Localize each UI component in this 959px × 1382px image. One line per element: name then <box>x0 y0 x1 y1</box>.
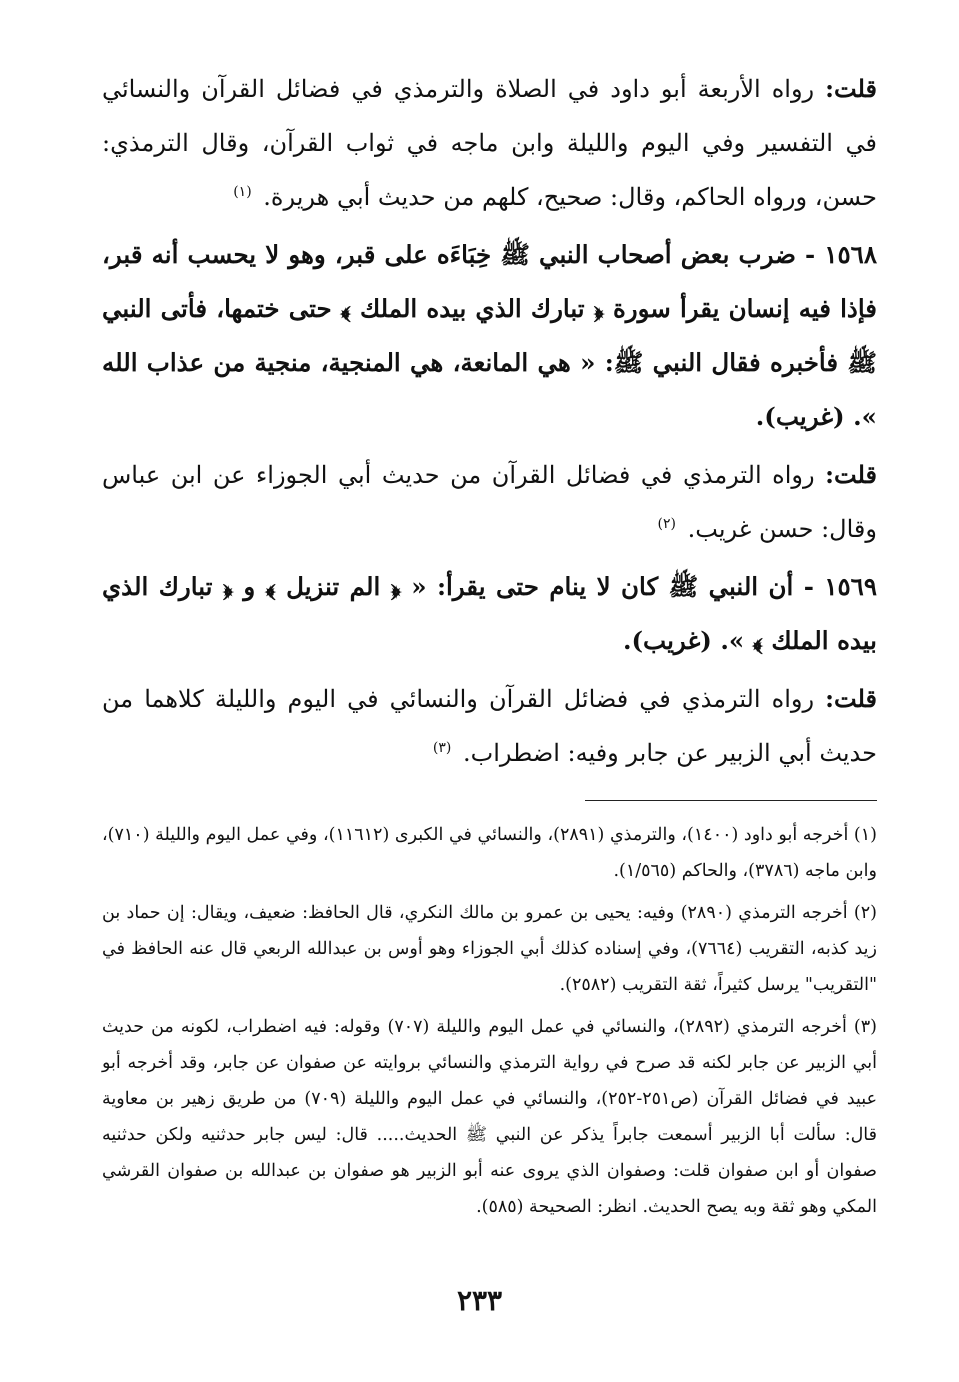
footnote-ref[interactable]: (١) <box>233 184 252 200</box>
hadith-text: ١٥٦٨ - ضرب بعض أصحاب النبي ﷺ خِبَاءَه على قبر، وهو لا يحسب أنه قبر، فإذا فيه إنسان يقرأ سورة ﴿ تبارك الذي بيده الملك ﴾ حتى ختمها، فأتى النبي ﷺ فأخبره فقال النبي ﷺ: « هي المانعة، هي المنجية، منجية من عذاب الله ». (غريب). <box>102 240 877 431</box>
commentary-paragraph-3 <box>102 672 877 780</box>
page-number: ٢٣٣ <box>456 1284 503 1317</box>
footnote-ref[interactable]: (٣) <box>432 740 452 756</box>
commentary-label: قلت: <box>825 684 877 713</box>
commentary-paragraph-1 <box>102 62 877 224</box>
footnote-2: (٢) أخرجه الترمذي (٢٨٩٠) وفيه: يحيى بن عمرو بن مالك النكري، قال الحافظ: ضعيف، ويقال: إن حماد بن زيد كذبه، التقريب (٧٦٦٤)، وفي إسناده كذلك أبي الجوزاء وهو أوس بن عبدالله الربعي قال عنه الحافظ في "التقريب" يرسل كثيراً، ثقة التقريب (٢٥٨٢). <box>102 903 877 995</box>
footnote-ref[interactable]: (٢) <box>657 516 677 532</box>
commentary-text: رواه الترمذي في فضائل القرآن والنسائي في اليوم والليلة كلاهما من حديث أبي الزبير عن جابر وفيه: اضطراب. <box>102 685 877 767</box>
footnote-1: (١) أخرجه أبو داود (١٤٠٠)، والترمذي (٢٨٩١)، والنسائي في الكبرى (١١٦١٢)، وفي عمل اليوم والليلة (٧١٠)، وابن ماجه (٣٧٨٦)، والحاكم (١/٥٦٥). <box>102 825 877 881</box>
footnote-3: (٣) أخرجه الترمذي (٢٨٩٢)، والنسائي في عمل اليوم والليلة (٧٠٧) وقوله: فيه اضطراب، لكونه من حديث أبي الزبير عن جابر لكنه قد صرح في رواية الترمذي والنسائي بروايته عن صفوان عن جابر، وقد أخرجه أبو عبيد في فضائل القرآن (ص٢٥١-٢٥٢)، والنسائي في عمل اليوم والليلة (٧٠٩) من طريق زهير بن معاوية قال: سألت أبا الزبير أسمعت جابراً يذكر عن النبي ﷺ الحديث..... قال: ليس جابر حدثنيه ولكن حدثنيه صفوان أو ابن صفوان قلت: وصفوان الذي يروى عنه أبو الزبير هو صفوان بن عبدالله بن صفوان القرشي المكي وهو ثقة وبه يصح الحديث. انظر: الصحيحة (٥٨٥). <box>102 1017 878 1217</box>
hadith-1569 <box>102 560 877 668</box>
footnotes <box>102 817 877 1231</box>
footnote-divider <box>585 800 877 801</box>
commentary-text: رواه الترمذي في فضائل القرآن من حديث أبي الجوزاء عن ابن عباس وقال: حسن غريب. <box>102 461 877 543</box>
hadith-1568 <box>102 228 877 444</box>
commentary-label: قلت: <box>825 460 877 489</box>
commentary-text: رواه الأربعة أبو داود في الصلاة والترمذي في فضائل القرآن والنسائي في التفسير وفي اليوم والليلة وابن ماجه في ثواب القرآن، وقال الترمذي: حسن، ورواه الحاكم، وقال: صحيح، كلهم من حديث أبي هريرة. <box>102 75 877 211</box>
commentary-label: قلت: <box>825 74 878 103</box>
commentary-paragraph-2 <box>102 448 877 556</box>
hadith-text: ١٥٦٩ - أن النبي ﷺ كان لا ينام حتى يقرأ: « ﴿ الم تنزيل ﴾ و ﴿ تبارك الذي بيده الملك ﴾ ». (غريب). <box>102 572 877 655</box>
